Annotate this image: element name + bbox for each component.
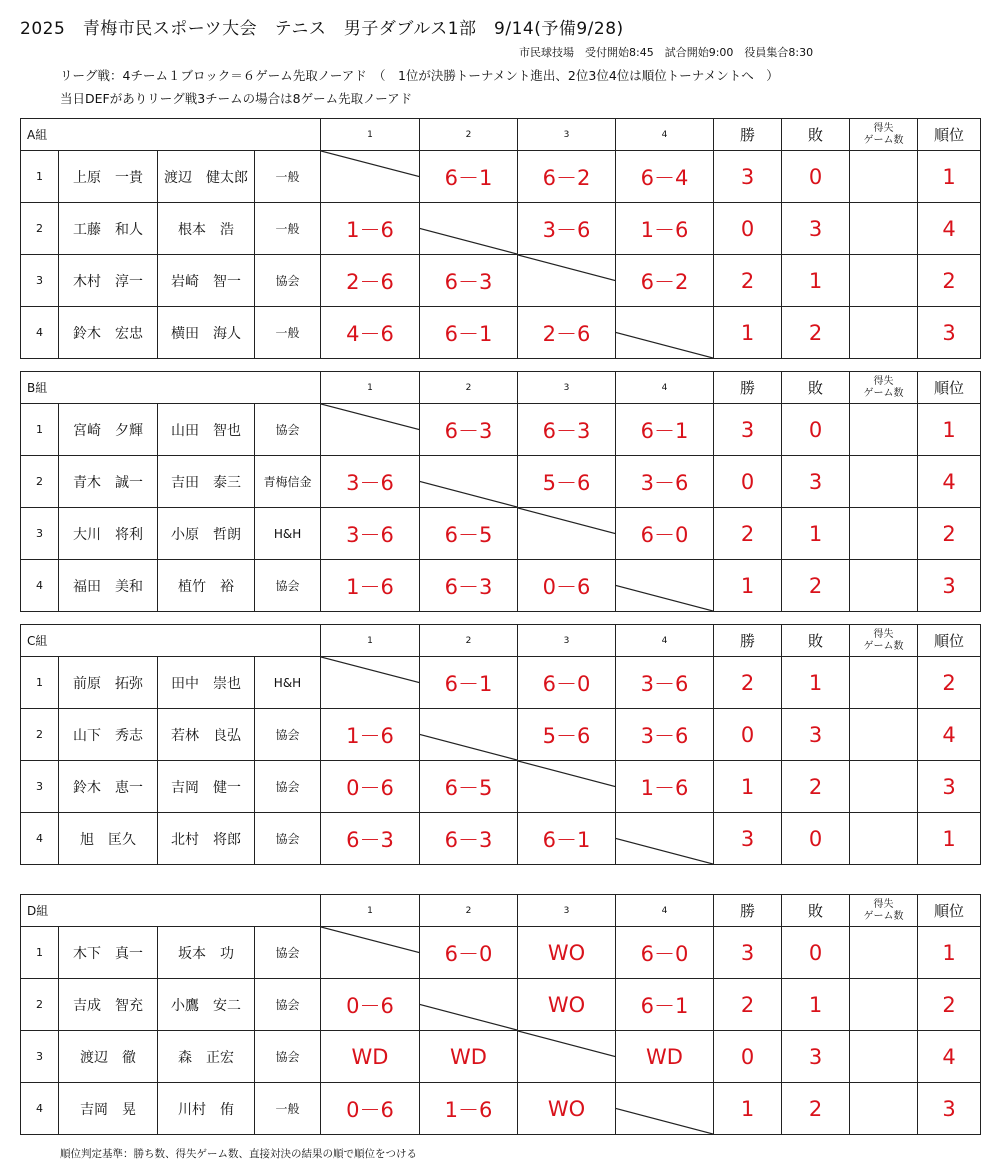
score-cell: 3－6 [616, 456, 714, 508]
club: 一般 [255, 151, 321, 203]
games-header-line1: 得失 [873, 628, 894, 640]
score-cell: 6－1 [616, 404, 714, 456]
diagonal-cell [321, 657, 420, 709]
player-1: 上原 一貴 [59, 151, 158, 203]
score-cell: 0－6 [321, 761, 420, 813]
player-1: 青木 誠一 [59, 456, 158, 508]
table-row [21, 657, 981, 709]
games-diff [850, 203, 918, 255]
loss-header: 敗 [782, 625, 850, 657]
group-c-table [20, 624, 981, 865]
club: 協会 [255, 813, 321, 865]
club: 協会 [255, 255, 321, 307]
ranking-criteria-note: 順位判定基準：勝ち数、得失ゲーム数、直接対決の結果の順で順位をつける [60, 1148, 417, 1160]
loss-count: 0 [782, 927, 850, 979]
rank: 2 [918, 508, 981, 560]
col-1-header: 1 [321, 625, 420, 657]
score-cell: 6－5 [420, 508, 518, 560]
score-cell: 6－0 [616, 927, 714, 979]
loss-count: 2 [782, 560, 850, 612]
win-count: 3 [714, 813, 782, 865]
player-2: 根本 浩 [158, 203, 255, 255]
score-cell: 6－1 [616, 979, 714, 1031]
col-1-header: 1 [321, 372, 420, 404]
score-cell: 6－3 [518, 404, 616, 456]
diagonal-line [518, 761, 615, 812]
score-cell: 6－3 [321, 813, 420, 865]
score-cell: 2－6 [321, 255, 420, 307]
win-count: 0 [714, 1031, 782, 1083]
rank: 1 [918, 404, 981, 456]
player-2: 横田 海人 [158, 307, 255, 359]
score-cell: 3－6 [518, 203, 616, 255]
club: 協会 [255, 979, 321, 1031]
player-1: 鈴木 宏忠 [59, 307, 158, 359]
score-cell: 3－6 [321, 508, 420, 560]
score-cell: 1－6 [616, 761, 714, 813]
loss-header: 敗 [782, 895, 850, 927]
diagonal-line [518, 508, 615, 559]
games-diff [850, 1031, 918, 1083]
score-cell: 1－6 [321, 560, 420, 612]
row-number: 3 [21, 1031, 59, 1083]
games-diff [850, 1083, 918, 1135]
loss-count: 1 [782, 979, 850, 1031]
score-cell: WO [518, 927, 616, 979]
diagonal-line [420, 979, 517, 1030]
table-row [21, 1083, 981, 1135]
table-row [21, 560, 981, 612]
player-2: 田中 崇也 [158, 657, 255, 709]
row-number: 1 [21, 151, 59, 203]
col-2-header: 2 [420, 372, 518, 404]
table-row [21, 307, 981, 359]
diagonal-cell [518, 1031, 616, 1083]
games-diff [850, 508, 918, 560]
table-row [21, 813, 981, 865]
table-row [21, 151, 981, 203]
player-2: 小原 哲朗 [158, 508, 255, 560]
player-1: 旭 匡久 [59, 813, 158, 865]
rank: 1 [918, 927, 981, 979]
row-number: 1 [21, 657, 59, 709]
games-diff [850, 761, 918, 813]
col-2-header: 2 [420, 119, 518, 151]
group-a-table [20, 118, 981, 359]
rank: 1 [918, 151, 981, 203]
club: 協会 [255, 927, 321, 979]
player-1: 吉成 智充 [59, 979, 158, 1031]
player-1: 渡辺 徹 [59, 1031, 158, 1083]
score-cell: 6－0 [616, 508, 714, 560]
games-header-line1: 得失 [873, 375, 894, 387]
diagonal-line [321, 927, 419, 978]
diagonal-cell [420, 709, 518, 761]
win-count: 1 [714, 761, 782, 813]
col-3-header: 3 [518, 895, 616, 927]
games-header [850, 625, 918, 657]
group-name: B組 [21, 372, 321, 404]
win-count: 1 [714, 307, 782, 359]
rank: 3 [918, 307, 981, 359]
diagonal-cell [518, 761, 616, 813]
diagonal-cell [616, 307, 714, 359]
col-3-header: 3 [518, 625, 616, 657]
player-2: 小鷹 安二 [158, 979, 255, 1031]
table-row [21, 1031, 981, 1083]
player-1: 山下 秀志 [59, 709, 158, 761]
row-number: 1 [21, 927, 59, 979]
diagonal-cell [420, 456, 518, 508]
group-name: C組 [21, 625, 321, 657]
loss-count: 3 [782, 203, 850, 255]
win-header: 勝 [714, 372, 782, 404]
score-cell: 6－0 [518, 657, 616, 709]
col-4-header: 4 [616, 372, 714, 404]
table-row [21, 203, 981, 255]
loss-header: 敗 [782, 119, 850, 151]
score-cell: 3－6 [616, 657, 714, 709]
score-cell: 3－6 [616, 709, 714, 761]
games-diff [850, 657, 918, 709]
diagonal-line [420, 709, 517, 760]
games-diff [850, 979, 918, 1031]
player-2: 北村 将郎 [158, 813, 255, 865]
row-number: 2 [21, 709, 59, 761]
diagonal-line [321, 404, 419, 455]
page-title: 2025 青梅市民スポーツ大会 テニス 男子ダブルス1部 9/14(予備9/28) [20, 19, 624, 39]
player-1: 宮崎 夕輝 [59, 404, 158, 456]
loss-count: 3 [782, 456, 850, 508]
win-count: 2 [714, 979, 782, 1031]
diagonal-cell [321, 151, 420, 203]
club: 協会 [255, 560, 321, 612]
diagonal-line [518, 1031, 615, 1082]
club: 一般 [255, 307, 321, 359]
diagonal-cell [616, 813, 714, 865]
player-2: 吉岡 健一 [158, 761, 255, 813]
player-2: 川村 侑 [158, 1083, 255, 1135]
score-cell: WO [518, 1083, 616, 1135]
score-cell: 2－6 [518, 307, 616, 359]
win-count: 3 [714, 151, 782, 203]
table-row [21, 456, 981, 508]
score-cell: 6－2 [616, 255, 714, 307]
col-3-header: 3 [518, 372, 616, 404]
group-b-table [20, 371, 981, 612]
col-2-header: 2 [420, 895, 518, 927]
win-count: 3 [714, 404, 782, 456]
club: 青梅信金 [255, 456, 321, 508]
rank: 4 [918, 203, 981, 255]
score-cell: 1－6 [321, 709, 420, 761]
col-4-header: 4 [616, 895, 714, 927]
score-cell: WO [518, 979, 616, 1031]
loss-count: 3 [782, 1031, 850, 1083]
table-row [21, 761, 981, 813]
club: 協会 [255, 404, 321, 456]
games-header-line2: ゲーム数 [863, 910, 904, 922]
win-count: 0 [714, 456, 782, 508]
table-row [21, 709, 981, 761]
games-diff [850, 404, 918, 456]
table-row [21, 927, 981, 979]
games-diff [850, 456, 918, 508]
games-header-line2: ゲーム数 [863, 134, 904, 146]
player-1: 吉岡 晃 [59, 1083, 158, 1135]
col-1-header: 1 [321, 895, 420, 927]
row-number: 4 [21, 813, 59, 865]
player-1: 前原 拓弥 [59, 657, 158, 709]
group-name: A組 [21, 119, 321, 151]
table-row [21, 404, 981, 456]
loss-count: 1 [782, 657, 850, 709]
player-1: 木村 淳一 [59, 255, 158, 307]
loss-count: 0 [782, 151, 850, 203]
rank: 3 [918, 1083, 981, 1135]
diagonal-cell [518, 508, 616, 560]
rank-header: 順位 [918, 119, 981, 151]
score-cell: 6－4 [616, 151, 714, 203]
club: H&H [255, 657, 321, 709]
diagonal-line [616, 560, 713, 611]
venue-info: 市民球技場 受付開始8:45 試合開始9:00 役員集合8:30 [519, 46, 814, 59]
score-cell: 0－6 [518, 560, 616, 612]
diagonal-cell [321, 927, 420, 979]
col-4-header: 4 [616, 625, 714, 657]
loss-count: 3 [782, 709, 850, 761]
table-row [21, 979, 981, 1031]
score-cell: 6－3 [420, 255, 518, 307]
player-2: 山田 智也 [158, 404, 255, 456]
col-2-header: 2 [420, 625, 518, 657]
score-cell: 6－3 [420, 560, 518, 612]
score-cell: 1－6 [616, 203, 714, 255]
diagonal-line [420, 456, 517, 507]
loss-header: 敗 [782, 372, 850, 404]
games-diff [850, 560, 918, 612]
loss-count: 2 [782, 1083, 850, 1135]
score-cell: WD [321, 1031, 420, 1083]
rank: 2 [918, 255, 981, 307]
games-diff [850, 709, 918, 761]
games-header [850, 895, 918, 927]
diagonal-cell [616, 560, 714, 612]
rank: 1 [918, 813, 981, 865]
player-1: 鈴木 恵一 [59, 761, 158, 813]
player-2: 渡辺 健太郎 [158, 151, 255, 203]
row-number: 1 [21, 404, 59, 456]
score-cell: WD [420, 1031, 518, 1083]
loss-count: 1 [782, 508, 850, 560]
rank: 4 [918, 709, 981, 761]
games-header-line2: ゲーム数 [863, 387, 904, 399]
row-number: 4 [21, 1083, 59, 1135]
rank: 3 [918, 761, 981, 813]
rank-header: 順位 [918, 895, 981, 927]
diagonal-cell [420, 203, 518, 255]
row-number: 3 [21, 508, 59, 560]
win-count: 3 [714, 927, 782, 979]
rank: 4 [918, 456, 981, 508]
player-1: 木下 真一 [59, 927, 158, 979]
diagonal-line [616, 1083, 713, 1134]
win-header: 勝 [714, 625, 782, 657]
club: H&H [255, 508, 321, 560]
diagonal-cell [518, 255, 616, 307]
score-cell: 1－6 [420, 1083, 518, 1135]
score-cell: 3－6 [321, 456, 420, 508]
games-diff [850, 151, 918, 203]
score-cell: 6－5 [420, 761, 518, 813]
games-diff [850, 255, 918, 307]
score-cell: WD [616, 1031, 714, 1083]
row-number: 3 [21, 761, 59, 813]
games-diff [850, 307, 918, 359]
win-count: 2 [714, 255, 782, 307]
player-1: 工藤 和人 [59, 203, 158, 255]
rank: 2 [918, 657, 981, 709]
score-cell: 4－6 [321, 307, 420, 359]
score-cell: 5－6 [518, 456, 616, 508]
loss-count: 0 [782, 813, 850, 865]
rank: 3 [918, 560, 981, 612]
win-count: 2 [714, 657, 782, 709]
player-1: 大川 将利 [59, 508, 158, 560]
win-header: 勝 [714, 895, 782, 927]
player-2: 若林 良弘 [158, 709, 255, 761]
score-cell: 6－1 [420, 657, 518, 709]
rank: 4 [918, 1031, 981, 1083]
diagonal-line [518, 255, 615, 306]
score-cell: 0－6 [321, 979, 420, 1031]
score-cell: 5－6 [518, 709, 616, 761]
win-count: 1 [714, 1083, 782, 1135]
loss-count: 2 [782, 307, 850, 359]
win-count: 0 [714, 203, 782, 255]
row-number: 2 [21, 203, 59, 255]
player-1: 福田 美和 [59, 560, 158, 612]
diagonal-cell [420, 979, 518, 1031]
table-row [21, 255, 981, 307]
score-cell: 6－0 [420, 927, 518, 979]
player-2: 岩崎 智一 [158, 255, 255, 307]
club: 協会 [255, 761, 321, 813]
games-diff [850, 927, 918, 979]
table-row [21, 508, 981, 560]
score-cell: 6－1 [518, 813, 616, 865]
col-3-header: 3 [518, 119, 616, 151]
row-number: 2 [21, 979, 59, 1031]
score-cell: 1－6 [321, 203, 420, 255]
diagonal-cell [321, 404, 420, 456]
games-diff [850, 813, 918, 865]
diagonal-line [420, 203, 517, 254]
club: 協会 [255, 1031, 321, 1083]
score-cell: 6－3 [420, 404, 518, 456]
games-header [850, 119, 918, 151]
win-header: 勝 [714, 119, 782, 151]
col-1-header: 1 [321, 119, 420, 151]
games-header-line2: ゲーム数 [863, 640, 904, 652]
group-name: D組 [21, 895, 321, 927]
def-rule: 当日DEFがありリーグ戦3チームの場合は8ゲーム先取ノーアド [60, 91, 413, 106]
club: 協会 [255, 709, 321, 761]
diagonal-line [321, 151, 419, 202]
games-header-line1: 得失 [873, 122, 894, 134]
rank: 2 [918, 979, 981, 1031]
loss-count: 2 [782, 761, 850, 813]
score-cell: 6－1 [420, 307, 518, 359]
diagonal-line [616, 307, 713, 358]
win-count: 1 [714, 560, 782, 612]
row-number: 3 [21, 255, 59, 307]
row-number: 2 [21, 456, 59, 508]
score-cell: 6－1 [420, 151, 518, 203]
group-d-table [20, 894, 981, 1135]
row-number: 4 [21, 307, 59, 359]
player-2: 吉田 泰三 [158, 456, 255, 508]
player-2: 森 正宏 [158, 1031, 255, 1083]
loss-count: 1 [782, 255, 850, 307]
games-header [850, 372, 918, 404]
club: 一般 [255, 1083, 321, 1135]
row-number: 4 [21, 560, 59, 612]
col-4-header: 4 [616, 119, 714, 151]
win-count: 2 [714, 508, 782, 560]
diagonal-line [616, 813, 713, 864]
win-count: 0 [714, 709, 782, 761]
loss-count: 0 [782, 404, 850, 456]
rank-header: 順位 [918, 625, 981, 657]
diagonal-line [321, 657, 419, 708]
score-cell: 6－2 [518, 151, 616, 203]
score-cell: 6－3 [420, 813, 518, 865]
rank-header: 順位 [918, 372, 981, 404]
league-rule: リーグ戦：4チーム１ブロック＝６ゲーム先取ノーアド （ 1位が決勝トーナメント進出、2位3位4位は順位トーナメントへ ） [60, 68, 779, 83]
club: 一般 [255, 203, 321, 255]
player-2: 植竹 裕 [158, 560, 255, 612]
score-cell: 0－6 [321, 1083, 420, 1135]
player-2: 坂本 功 [158, 927, 255, 979]
games-header-line1: 得失 [873, 898, 894, 910]
diagonal-cell [616, 1083, 714, 1135]
